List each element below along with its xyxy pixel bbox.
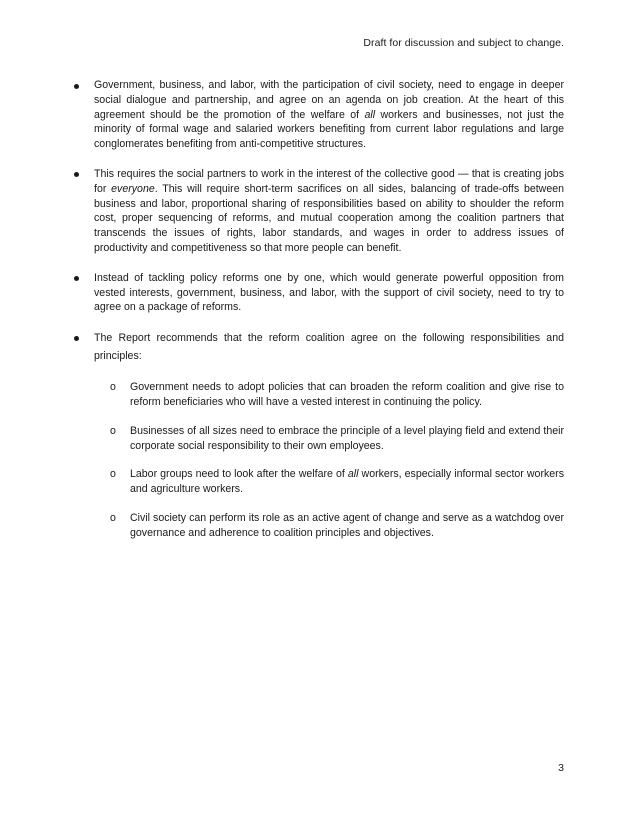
page-number: 3 (558, 762, 564, 774)
sub-item-text: Businesses of all sizes need to embrace the principle of a level playing field and extend their corporate social responsibility to their own employees. (130, 424, 564, 452)
emphasis-text: everyone (111, 182, 155, 195)
bullet-item (70, 167, 564, 256)
emphasis-text: all (347, 468, 359, 481)
bullet-text: Instead of tackling policy reforms one by one, which would generate powerful opposition from vested interests, government, business, and labor, with the support of civil society, need to try to agree on a package of reforms. (94, 271, 564, 314)
bullet-icon (74, 276, 79, 281)
bullet-icon (74, 172, 79, 177)
bullet-item (70, 78, 564, 152)
circle-bullet-icon: o (110, 468, 116, 481)
page-header: Draft for discussion and subject to change. (363, 37, 564, 49)
emphasis-text: all (364, 108, 376, 121)
sub-item-text: Labor groups need to look after the welfare of all workers, especially informal sector workers and agriculture workers. (130, 468, 564, 496)
bullet-text: Government, business, and labor, with the participation of civil society, need to engage in deeper social dialogue and partnership, and agree on an agenda on job creation. At the heart of this agreement should be the promotion of the welfare of all workers and businesses, not just the minority of formal wage and salaried workers benefiting from current labor regulations and large conglomerates benefiting from anti-competitive structures. (94, 79, 564, 151)
sub-list-item (70, 511, 564, 541)
sub-item-text: Government needs to adopt policies that can broaden the reform coalition and give rise to reform beneficiaries who will have a vested interest in continuing the policy. (130, 381, 564, 408)
bullet-item (70, 271, 564, 315)
bullet-text: This requires the social partners to work in the interest of the collective good — that is creating jobs for everyone. This will require short-term sacrifices on all sides, balancing of trade-offs between business and labor, proportional sharing of responsibilities based on ability to shoulder the reform cost, proper sequencing of reforms, and mutual cooperation among the coalition partners that transcends the issues of rights, labor standards, and wages in order to address issues of productivity and competitiveness so that more people can benefit. (94, 167, 564, 254)
bullet-text: The Report recommends that the reform coalition agree on the following responsibilities and principles: (94, 332, 564, 362)
bullet-item (70, 330, 564, 365)
circle-bullet-icon: o (110, 424, 116, 437)
bullet-icon (74, 336, 79, 341)
sub-list-item (70, 424, 564, 454)
circle-bullet-icon: o (110, 511, 116, 524)
document-body (70, 78, 564, 555)
sub-list (70, 380, 564, 540)
sub-list-item (70, 467, 564, 497)
circle-bullet-icon: o (110, 381, 116, 394)
sub-item-text: Civil society can perform its role as an active agent of change and serve as a watchdog over governance and adherence to coalition principles and objectives. (130, 511, 564, 539)
sub-list-item (70, 380, 564, 410)
bullet-icon (74, 84, 79, 89)
